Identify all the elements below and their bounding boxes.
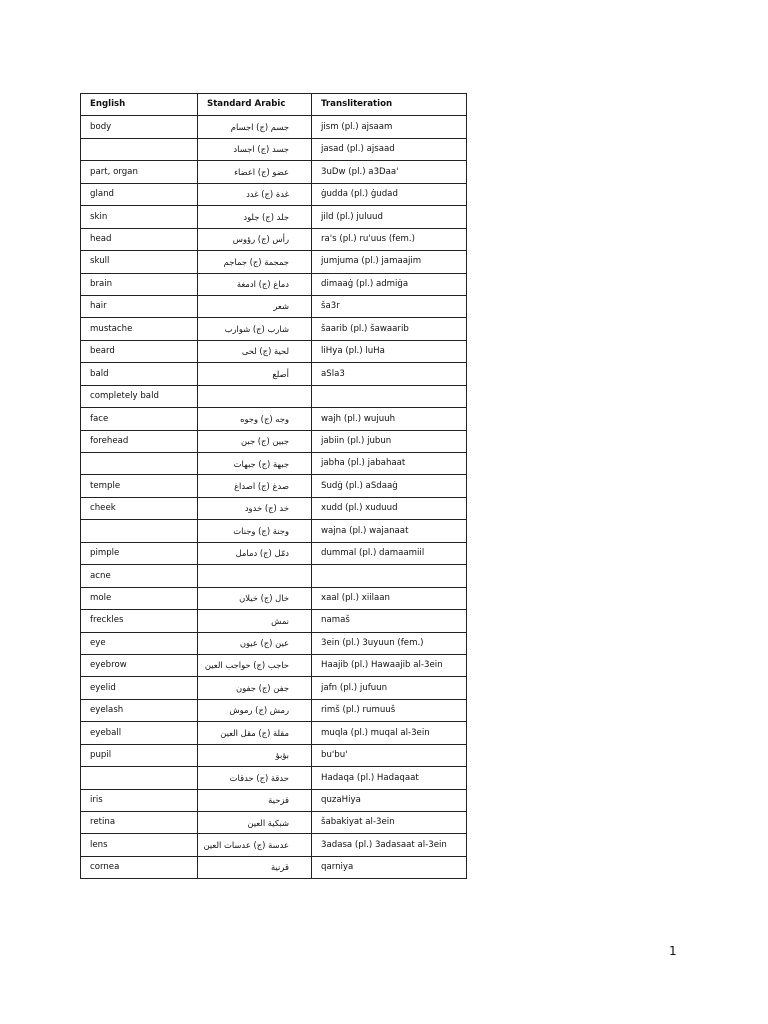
table-row xyxy=(81,228,467,250)
table-row xyxy=(81,767,467,789)
cell-arabic: غدة (ج) غدد xyxy=(198,183,312,205)
cell-arabic: عين (ج) عيون xyxy=(198,632,312,654)
cell-arabic: حدقة (ج) حدقات xyxy=(198,767,312,789)
table-row xyxy=(81,408,467,430)
cell-english: hair xyxy=(81,295,198,317)
cell-arabic: شارب (ج) شوارب xyxy=(198,318,312,340)
table-row xyxy=(81,430,467,452)
cell-english: eyebrow xyxy=(81,654,198,676)
cell-english: lens xyxy=(81,834,198,856)
cell-transliteration: Sudġ (pl.) aSdaaġ xyxy=(312,475,467,497)
table-body xyxy=(81,116,467,879)
cell-transliteration: muqla (pl.) muqal al-3ein xyxy=(312,722,467,744)
table-row xyxy=(81,834,467,856)
cell-transliteration: Hadaqa (pl.) Hadaqaat xyxy=(312,767,467,789)
cell-english: gland xyxy=(81,183,198,205)
cell-transliteration: wajh (pl.) wujuuh xyxy=(312,408,467,430)
table-row xyxy=(81,161,467,183)
header-transliteration: Transliteration xyxy=(312,94,467,116)
cell-arabic: وجنة (ج) وجنات xyxy=(198,520,312,542)
table-row xyxy=(81,318,467,340)
table-row xyxy=(81,206,467,228)
cell-transliteration: jasad (pl.) ajsaad xyxy=(312,138,467,160)
cell-transliteration: bu'bu' xyxy=(312,744,467,766)
cell-transliteration: namaš xyxy=(312,610,467,632)
cell-arabic: عضو (ج) اعضاء xyxy=(198,161,312,183)
cell-english xyxy=(81,520,198,542)
cell-arabic: جبين (ج) جبن xyxy=(198,430,312,452)
cell-transliteration: ġudda (pl.) ġudad xyxy=(312,183,467,205)
table-row xyxy=(81,542,467,564)
cell-arabic: مقلة (ج) مقل العين xyxy=(198,722,312,744)
cell-arabic xyxy=(198,565,312,587)
cell-transliteration: quzaHiya xyxy=(312,789,467,811)
table-row xyxy=(81,385,467,407)
cell-arabic: بؤبؤ xyxy=(198,744,312,766)
cell-transliteration: wajna (pl.) wajanaat xyxy=(312,520,467,542)
cell-english xyxy=(81,767,198,789)
cell-transliteration: qarniya xyxy=(312,856,467,878)
table-row xyxy=(81,340,467,362)
cell-arabic: جفن (ج) جفون xyxy=(198,677,312,699)
cell-arabic: خد (ج) خدود xyxy=(198,497,312,519)
table-row xyxy=(81,632,467,654)
cell-english: eyeball xyxy=(81,722,198,744)
cell-english: part, organ xyxy=(81,161,198,183)
cell-arabic: لحية (ج) لحى xyxy=(198,340,312,362)
cell-arabic: صدغ (ج) اصداغ xyxy=(198,475,312,497)
table-row xyxy=(81,251,467,273)
cell-english: eyelash xyxy=(81,699,198,721)
cell-arabic xyxy=(198,385,312,407)
cell-arabic: رمش (ج) رموش xyxy=(198,699,312,721)
cell-transliteration: rimš (pl.) rumuuš xyxy=(312,699,467,721)
cell-arabic: قرنية xyxy=(198,856,312,878)
table-row xyxy=(81,138,467,160)
cell-arabic: جبهة (ج) جبهات xyxy=(198,453,312,475)
cell-transliteration: šaarib (pl.) šawaarib xyxy=(312,318,467,340)
table-row xyxy=(81,722,467,744)
cell-english: beard xyxy=(81,340,198,362)
cell-english: skull xyxy=(81,251,198,273)
cell-transliteration: dummal (pl.) damaamiil xyxy=(312,542,467,564)
cell-english: body xyxy=(81,116,198,138)
cell-transliteration xyxy=(312,385,467,407)
header-standard-arabic: Standard Arabic xyxy=(198,94,312,116)
table-row xyxy=(81,856,467,878)
cell-transliteration: 3uDw (pl.) a3Daa' xyxy=(312,161,467,183)
table-row xyxy=(81,497,467,519)
cell-transliteration: šabakiyat al-3ein xyxy=(312,812,467,834)
cell-arabic: نمش xyxy=(198,610,312,632)
cell-transliteration: xudd (pl.) xuduud xyxy=(312,497,467,519)
cell-english: eye xyxy=(81,632,198,654)
cell-transliteration: xaal (pl.) xiilaan xyxy=(312,587,467,609)
table-row xyxy=(81,699,467,721)
cell-arabic: دمّل (ج) دمامل xyxy=(198,542,312,564)
cell-arabic: شعر xyxy=(198,295,312,317)
table-row xyxy=(81,295,467,317)
table-row xyxy=(81,789,467,811)
cell-english: retina xyxy=(81,812,198,834)
cell-english: cornea xyxy=(81,856,198,878)
cell-arabic: جلد (ج) جلود xyxy=(198,206,312,228)
cell-transliteration: Haajib (pl.) Hawaajib al-3ein xyxy=(312,654,467,676)
table-row xyxy=(81,453,467,475)
cell-english: cheek xyxy=(81,497,198,519)
cell-english: completely bald xyxy=(81,385,198,407)
table-row xyxy=(81,744,467,766)
cell-english: acne xyxy=(81,565,198,587)
cell-english: eyelid xyxy=(81,677,198,699)
cell-english xyxy=(81,138,198,160)
table-row xyxy=(81,183,467,205)
table-row xyxy=(81,812,467,834)
cell-arabic: جسد (ج) اجساد xyxy=(198,138,312,160)
page-number: 1 xyxy=(669,944,677,958)
cell-arabic: قزحية xyxy=(198,789,312,811)
cell-transliteration: jabha (pl.) jabahaat xyxy=(312,453,467,475)
table-row xyxy=(81,654,467,676)
table-row xyxy=(81,520,467,542)
cell-arabic: خال (ج) خيلان xyxy=(198,587,312,609)
cell-transliteration: jafn (pl.) jufuun xyxy=(312,677,467,699)
cell-arabic: جسم (ج) اجسام xyxy=(198,116,312,138)
cell-english xyxy=(81,453,198,475)
cell-transliteration: 3ein (pl.) 3uyuun (fem.) xyxy=(312,632,467,654)
table-row xyxy=(81,677,467,699)
table-row xyxy=(81,273,467,295)
cell-arabic: عدسة (ج) عدسات العين xyxy=(198,834,312,856)
header-english: English xyxy=(81,94,198,116)
cell-english: skin xyxy=(81,206,198,228)
cell-arabic: جمجمة (ج) جماجم xyxy=(198,251,312,273)
table-row xyxy=(81,475,467,497)
table-row xyxy=(81,363,467,385)
cell-transliteration: ra's (pl.) ru'uus (fem.) xyxy=(312,228,467,250)
cell-arabic: حاجب (ج) حواجب العين xyxy=(198,654,312,676)
cell-arabic: أصلع xyxy=(198,363,312,385)
cell-arabic: وجه (ج) وجوه xyxy=(198,408,312,430)
cell-english: bald xyxy=(81,363,198,385)
cell-transliteration: dimaaġ (pl.) admiġa xyxy=(312,273,467,295)
table-row xyxy=(81,610,467,632)
cell-arabic: دماغ (ج) ادمغة xyxy=(198,273,312,295)
cell-english: freckles xyxy=(81,610,198,632)
cell-transliteration: 3adasa (pl.) 3adasaat al-3ein xyxy=(312,834,467,856)
cell-transliteration: aSla3 xyxy=(312,363,467,385)
cell-english: pimple xyxy=(81,542,198,564)
cell-english: mustache xyxy=(81,318,198,340)
cell-english: brain xyxy=(81,273,198,295)
cell-transliteration: liHya (pl.) luHa xyxy=(312,340,467,362)
cell-arabic: رأس (ج) رؤوس xyxy=(198,228,312,250)
cell-english: temple xyxy=(81,475,198,497)
cell-english: mole xyxy=(81,587,198,609)
cell-english: face xyxy=(81,408,198,430)
vocabulary-table xyxy=(80,93,467,879)
cell-transliteration: jabiin (pl.) jubun xyxy=(312,430,467,452)
cell-arabic: شبكية العين xyxy=(198,812,312,834)
cell-english: iris xyxy=(81,789,198,811)
table-row xyxy=(81,565,467,587)
cell-transliteration xyxy=(312,565,467,587)
table-header-row xyxy=(81,94,467,116)
cell-english: forehead xyxy=(81,430,198,452)
cell-transliteration: jumjuma (pl.) jamaajim xyxy=(312,251,467,273)
table-row xyxy=(81,116,467,138)
cell-english: head xyxy=(81,228,198,250)
cell-transliteration: jism (pl.) ajsaam xyxy=(312,116,467,138)
cell-transliteration: ša3r xyxy=(312,295,467,317)
cell-transliteration: jild (pl.) juluud xyxy=(312,206,467,228)
cell-english: pupil xyxy=(81,744,198,766)
table-row xyxy=(81,587,467,609)
